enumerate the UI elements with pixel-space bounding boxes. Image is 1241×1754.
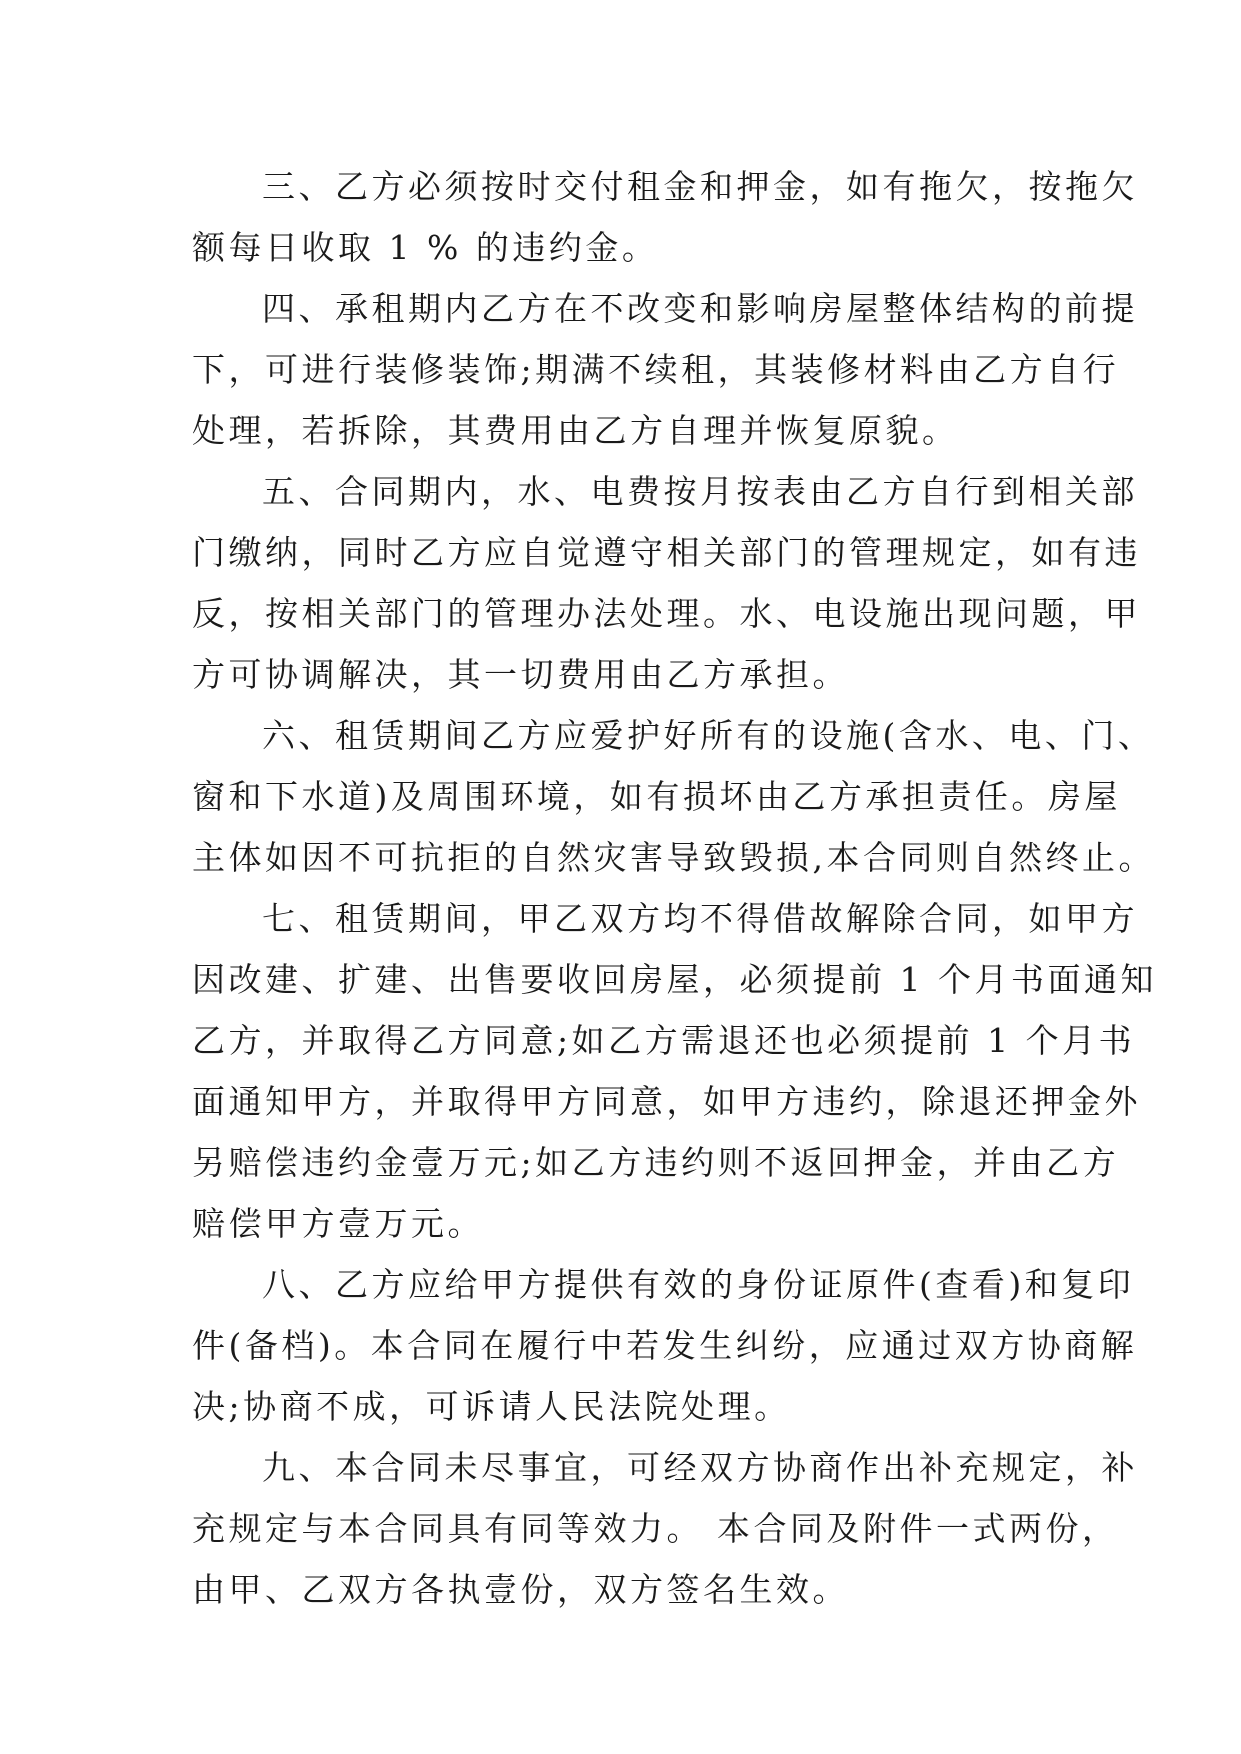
- paragraph-line: 赔偿甲方壹万元。: [192, 1204, 484, 1243]
- paragraph-line: 处理，若拆除，其费用由乙方自理并恢复原貌。: [192, 411, 959, 450]
- paragraph-line: 主体如因不可抗拒的自然灾害导致毁损,本合同则自然终止。: [192, 838, 1155, 877]
- paragraph-line: 另赔偿违约金壹万元;如乙方违约则不返回押金，并由乙方: [192, 1143, 1120, 1182]
- paragraph-line: 乙方，并取得乙方同意;如乙方需退还也必须提前 1 个月书: [192, 1021, 1136, 1060]
- paragraph-line: 四、承租期内乙方在不改变和影响房屋整体结构的前提: [262, 289, 1138, 328]
- paragraph-line: 额每日收取 1 % 的违约金。: [192, 228, 659, 267]
- paragraph-line: 门缴纳，同时乙方应自觉遵守相关部门的管理规定，如有违: [192, 533, 1141, 572]
- paragraph-line: 六、租赁期间乙方应爱护好所有的设施(含水、电、门、: [262, 716, 1155, 755]
- clause-8: [192, 1254, 1138, 1437]
- contract-body: [192, 156, 1157, 1620]
- paragraph-line: 决;协商不成，可诉请人民法院处理。: [192, 1387, 791, 1426]
- clause-5: [192, 461, 1141, 705]
- paragraph-line: 件(备档)。本合同在履行中若发生纠纷，应通过双方协商解: [192, 1326, 1138, 1365]
- paragraph-line: 下，可进行装修装饰;期满不续租，其装修材料由乙方自行: [192, 350, 1120, 389]
- clause-6: [192, 705, 1155, 888]
- paragraph-line: 九、本合同未尽事宜，可经双方协商作出补充规定，补: [262, 1448, 1138, 1487]
- clause-9: [192, 1437, 1138, 1620]
- paragraph-line: 面通知甲方，并取得甲方同意，如甲方违约，除退还押金外: [192, 1082, 1141, 1121]
- paragraph-line: 反，按相关部门的管理办法处理。水、电设施出现问题，甲: [192, 594, 1141, 633]
- paragraph-line: 三、乙方必须按时交付租金和押金，如有拖欠，按拖欠: [262, 167, 1138, 206]
- paragraph-line: 因改建、扩建、出售要收回房屋，必须提前 1 个月书面通知: [192, 960, 1157, 999]
- paragraph-line: 由甲、乙双方各执壹份，双方签名生效。: [192, 1570, 849, 1609]
- paragraph-line: 五、合同期内，水、电费按月按表由乙方自行到相关部: [262, 472, 1138, 511]
- clause-3: [192, 156, 1138, 278]
- paragraph-line: 充规定与本合同具有同等效力。 本合同及附件一式两份，: [192, 1509, 1119, 1548]
- clause-7: [192, 888, 1157, 1254]
- clause-4: [192, 278, 1138, 461]
- paragraph-line: 窗和下水道)及周围环境，如有损坏由乙方承担责任。房屋: [192, 777, 1121, 816]
- paragraph-line: 七、租赁期间，甲乙双方均不得借故解除合同，如甲方: [262, 899, 1138, 938]
- paragraph-line: 八、乙方应给甲方提供有效的身份证原件(查看)和复印: [262, 1265, 1135, 1304]
- paragraph-line: 方可协调解决，其一切费用由乙方承担。: [192, 655, 849, 694]
